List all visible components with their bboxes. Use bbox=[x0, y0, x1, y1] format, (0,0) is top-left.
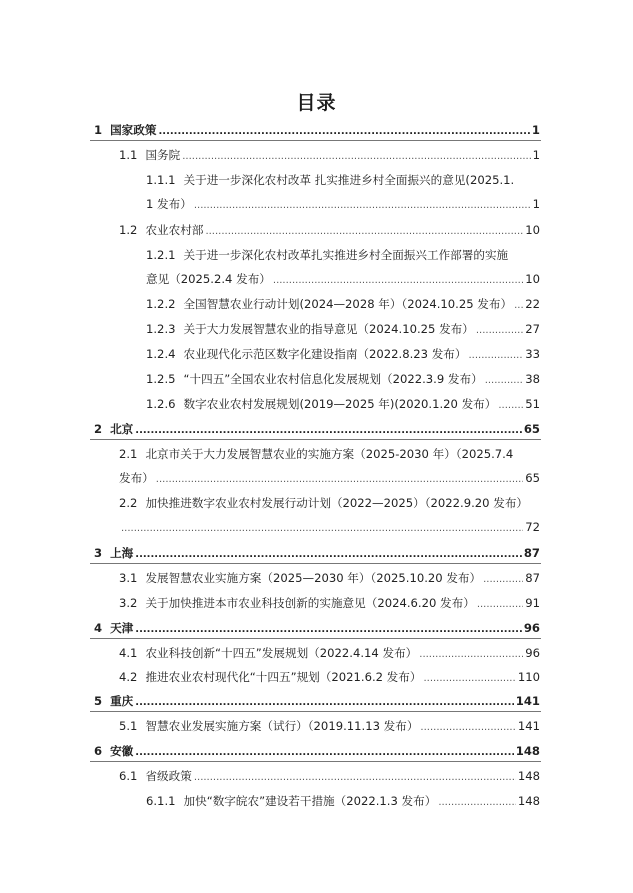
toc-entry[interactable] bbox=[146, 346, 540, 364]
toc-entry-number: 4 bbox=[94, 621, 103, 635]
toc-page-number: 27 bbox=[525, 322, 540, 336]
toc-entry-number: 1.2.3 bbox=[146, 322, 176, 336]
toc-entry-number: 6.1.1 bbox=[146, 794, 176, 808]
toc-entry[interactable] bbox=[119, 570, 540, 588]
toc-page-number: 10 bbox=[525, 223, 540, 237]
toc-entry-row bbox=[146, 371, 540, 389]
section-divider bbox=[90, 140, 541, 141]
toc-entry-number: 1.2.1 bbox=[146, 248, 176, 262]
toc-page-number: 1 bbox=[531, 123, 540, 137]
toc-entry-row bbox=[119, 570, 540, 588]
dot-leader bbox=[194, 770, 516, 786]
dot-leader bbox=[182, 149, 530, 165]
toc-entry-label: 北京市关于大力发展智慧农业的实施方案（2025-2030 年）（2025.7.4 bbox=[145, 447, 514, 461]
toc-entry-number: 5.1 bbox=[119, 719, 138, 733]
toc-page-number: 141 bbox=[515, 694, 540, 708]
toc-entry[interactable] bbox=[146, 172, 540, 211]
toc-entry-label-continued: 发布） bbox=[119, 471, 154, 485]
toc-entry[interactable] bbox=[94, 743, 540, 761]
toc-entry-label: 关于加快推进本市农业科技创新的实施意见（2024.6.20 发布） bbox=[145, 596, 475, 610]
dot-leader bbox=[438, 795, 516, 811]
toc-entry-label: 北京 bbox=[110, 422, 134, 436]
toc-entry[interactable] bbox=[146, 296, 540, 314]
dot-leader bbox=[477, 597, 523, 613]
toc-entry[interactable] bbox=[119, 669, 540, 687]
toc-entry[interactable] bbox=[94, 620, 540, 638]
toc-page-number: 91 bbox=[525, 596, 540, 610]
toc-entry[interactable] bbox=[119, 495, 540, 534]
toc-entry-label-continued: 意见（2025.2.4 发布） bbox=[146, 272, 271, 286]
toc-page-number: 96 bbox=[523, 621, 540, 635]
toc-entry-number: 3 bbox=[94, 546, 103, 560]
toc-entry-label: “十四五”全国农业农村信息化发展规划（2022.3.9 发布） bbox=[183, 372, 483, 386]
toc-entry[interactable] bbox=[119, 446, 540, 485]
dot-leader bbox=[420, 720, 515, 736]
toc-entry-row bbox=[119, 768, 540, 786]
toc-entry-number: 4.2 bbox=[119, 670, 138, 684]
toc-page-number: 148 bbox=[515, 744, 540, 758]
toc-entry-row bbox=[94, 545, 540, 563]
toc-entry[interactable] bbox=[119, 147, 540, 165]
toc-entry-row bbox=[94, 693, 540, 711]
toc-entry-label-continued: 1 发布） bbox=[146, 197, 192, 211]
dot-leader bbox=[485, 373, 524, 389]
dot-leader bbox=[135, 547, 522, 563]
toc-page-number: 65 bbox=[525, 471, 540, 485]
toc-entry[interactable] bbox=[146, 321, 540, 339]
toc-page-number: 141 bbox=[517, 719, 540, 733]
toc-entry-label: 推进农业农村现代化“十四五”规划（2021.6.2 发布） bbox=[145, 670, 422, 684]
toc-entry-label: 加快推进数字农业农村发展行动计划（2022—2025）（2022.9.20 发布） bbox=[145, 496, 529, 510]
dot-leader bbox=[158, 124, 529, 140]
toc-entry-label: 加快“数字皖农”建设若干措施（2022.1.3 发布） bbox=[183, 794, 437, 808]
toc-entry-row bbox=[146, 396, 540, 414]
toc-entry-label: 天津 bbox=[110, 621, 134, 635]
toc-entry-row bbox=[146, 247, 540, 263]
toc-entry[interactable] bbox=[119, 595, 540, 613]
toc-entry-continuation bbox=[119, 519, 540, 537]
toc-entry[interactable] bbox=[119, 645, 540, 663]
section-divider bbox=[90, 638, 541, 639]
toc-page-number: 148 bbox=[517, 794, 540, 808]
toc-entry-continuation bbox=[119, 470, 540, 488]
toc-entry-continuation bbox=[146, 271, 540, 289]
toc-entry-label: 农业农村部 bbox=[145, 223, 204, 237]
toc-entry[interactable] bbox=[146, 247, 540, 286]
toc-entry[interactable] bbox=[119, 222, 540, 240]
toc-entry-number: 2 bbox=[94, 422, 103, 436]
toc-entry[interactable] bbox=[94, 693, 540, 711]
toc-entry-row bbox=[146, 346, 540, 364]
toc-entry-label: 智慧农业发展实施方案（试行）（2019.11.13 发布） bbox=[145, 719, 419, 733]
dot-leader bbox=[483, 572, 523, 588]
toc-entry-number: 2.1 bbox=[119, 447, 138, 461]
toc-entry-label: 数字农业农村发展规划(2019—2025 年)(2020.1.20 发布） bbox=[183, 397, 497, 411]
toc-entry[interactable] bbox=[119, 768, 540, 786]
dot-leader bbox=[135, 745, 514, 761]
toc-entry-row bbox=[94, 122, 540, 140]
toc-page-number: 38 bbox=[525, 372, 540, 386]
toc-entry-number: 1.2.5 bbox=[146, 372, 176, 386]
toc-entry-row bbox=[94, 743, 540, 761]
toc-entry-label: 农业现代化示范区数字化建设指南（2022.8.23 发布） bbox=[183, 347, 467, 361]
toc-entry-row bbox=[119, 595, 540, 613]
toc-entry[interactable] bbox=[94, 545, 540, 563]
toc-page-number: 10 bbox=[525, 272, 540, 286]
toc-page-number: 87 bbox=[525, 571, 540, 585]
toc-entry-label: 重庆 bbox=[110, 694, 134, 708]
toc-entry[interactable] bbox=[119, 718, 540, 736]
toc-entry-label: 关于进一步深化农村改革扎实推进乡村全面振兴工作部署的实施 bbox=[183, 248, 509, 262]
toc-entry[interactable] bbox=[94, 421, 540, 439]
toc-entry[interactable] bbox=[146, 371, 540, 389]
toc-page-number: 22 bbox=[525, 297, 540, 311]
toc-entry-number: 4.1 bbox=[119, 646, 138, 660]
dot-leader bbox=[423, 671, 515, 687]
dot-leader bbox=[468, 348, 523, 364]
toc-entry[interactable] bbox=[94, 122, 540, 140]
toc-entry-label: 上海 bbox=[110, 546, 134, 560]
section-divider bbox=[90, 711, 541, 712]
toc-entry[interactable] bbox=[146, 793, 540, 811]
dot-leader bbox=[194, 198, 531, 214]
toc-entry-number: 1.1 bbox=[119, 148, 138, 162]
toc-entry-row bbox=[119, 446, 540, 462]
toc-entry-row bbox=[94, 421, 540, 439]
toc-page-number: 33 bbox=[525, 347, 540, 361]
toc-entry-label: 国务院 bbox=[145, 148, 181, 162]
toc-entry-row bbox=[119, 645, 540, 663]
toc-page-number: 1 bbox=[532, 197, 540, 211]
dot-leader bbox=[514, 298, 523, 314]
dot-leader bbox=[498, 398, 523, 414]
toc-entry[interactable] bbox=[146, 396, 540, 414]
toc-entry-row bbox=[146, 321, 540, 339]
toc-title: 目录 bbox=[296, 92, 337, 114]
toc-entry-label: 安徽 bbox=[110, 744, 134, 758]
toc-entry-label: 关于大力发展智慧农业的指导意见（2024.10.25 发布） bbox=[183, 322, 474, 336]
toc-entry-number: 1.2 bbox=[119, 223, 138, 237]
section-divider bbox=[90, 563, 541, 564]
section-divider bbox=[90, 761, 541, 762]
toc-entry-number: 5 bbox=[94, 694, 103, 708]
dot-leader bbox=[156, 472, 523, 488]
toc-entry-number: 6.1 bbox=[119, 769, 138, 783]
toc-page-number: 110 bbox=[517, 670, 540, 684]
toc-entry-label: 全国智慧农业行动计划(2024—2028 年）（2024.10.25 发布） bbox=[183, 297, 513, 311]
toc-page-number: 87 bbox=[523, 546, 540, 560]
toc-entry-row bbox=[119, 669, 540, 687]
dot-leader bbox=[419, 647, 523, 663]
toc-entry-number: 2.2 bbox=[119, 496, 138, 510]
dot-leader bbox=[476, 323, 523, 339]
toc-entry-row bbox=[146, 793, 540, 811]
toc-page-number: 148 bbox=[517, 769, 540, 783]
toc-entry-row bbox=[146, 172, 540, 188]
toc-entry-row bbox=[119, 718, 540, 736]
toc-entry-label: 国家政策 bbox=[110, 123, 157, 137]
toc-page-number: 51 bbox=[525, 397, 540, 411]
toc-entry-row bbox=[119, 495, 540, 511]
toc-entry-number: 1.2.4 bbox=[146, 347, 176, 361]
toc-entry-row bbox=[94, 620, 540, 638]
toc-page-number: 96 bbox=[525, 646, 540, 660]
toc-entry-number: 1.1.1 bbox=[146, 173, 176, 187]
toc-entry-number: 3.1 bbox=[119, 571, 138, 585]
dot-leader bbox=[135, 423, 522, 439]
toc-entry-number: 1.2.6 bbox=[146, 397, 176, 411]
toc-entry-label: 农业科技创新“十四五”发展规划（2022.4.14 发布） bbox=[145, 646, 418, 660]
toc-page-number: 72 bbox=[525, 520, 540, 534]
toc-entry-number: 3.2 bbox=[119, 596, 138, 610]
toc-entry-number: 1 bbox=[94, 123, 103, 137]
dot-leader bbox=[135, 622, 522, 638]
toc-page-number: 65 bbox=[523, 422, 540, 436]
toc-entry-number: 6 bbox=[94, 744, 103, 758]
dot-leader bbox=[135, 695, 514, 711]
dot-leader bbox=[121, 521, 523, 537]
toc-page-number: 1 bbox=[532, 148, 540, 162]
dot-leader bbox=[273, 273, 523, 289]
toc-entry-label: 发展智慧农业实施方案（2025—2030 年）（2025.10.20 发布） bbox=[145, 571, 482, 585]
toc-entry-label: 省级政策 bbox=[145, 769, 192, 783]
section-divider bbox=[90, 439, 541, 440]
toc-entry-row bbox=[119, 147, 540, 165]
toc-entry-continuation bbox=[146, 196, 540, 214]
toc-entry-row bbox=[146, 296, 540, 314]
toc-entry-number: 1.2.2 bbox=[146, 297, 176, 311]
dot-leader bbox=[205, 224, 523, 240]
toc-entry-label: 关于进一步深化农村改革 扎实推进乡村全面振兴的意见(2025.1. bbox=[183, 173, 515, 187]
toc-entry-row bbox=[119, 222, 540, 240]
